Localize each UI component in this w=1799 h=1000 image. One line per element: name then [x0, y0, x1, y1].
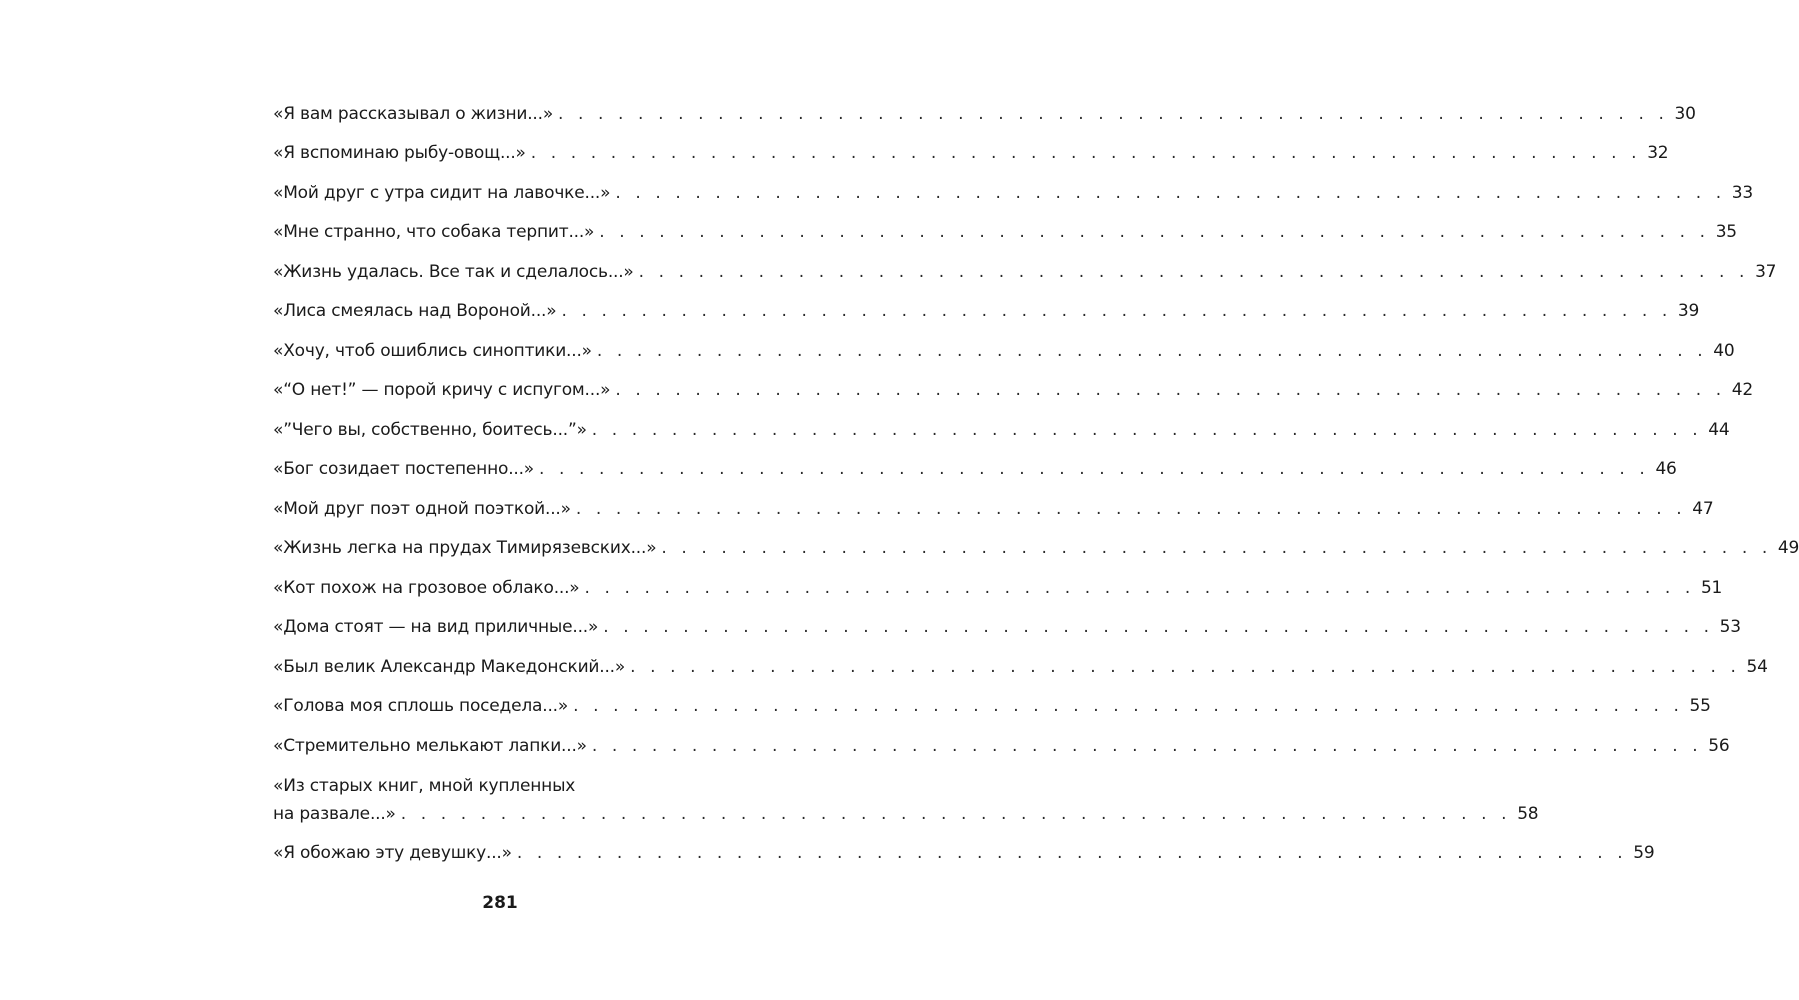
toc-entry-page: 30	[1674, 103, 1696, 124]
toc-entry	[273, 246, 1777, 286]
dot-leader: . . . . . . . . . . . . . . . . . . . . . . . . . . . . . . . . . . . . . . . . . . . . . . . . . . . . . . . .	[591, 419, 1703, 440]
toc-entry	[273, 88, 1696, 128]
toc-entry-page: 39	[1677, 301, 1700, 321]
dot-leader: . . . . . . . . . . . . . . . . . . . . . . . . . . . . . . . . . . . . . . . . . . . . . . . . . . . . . . . .	[516, 843, 1628, 863]
toc-entry-page: 33	[1731, 182, 1753, 203]
toc-entry	[273, 523, 1799, 563]
toc-entry-title: «Мой друг поэт одной поэткой...»	[273, 498, 571, 519]
dot-leader: . . . . . . . . . . . . . . . . . . . . . . . . . . . . . . . . . . . . . . . . . . . . . . . . . . . . . . . .	[603, 617, 1714, 637]
toc-entry-page: 56	[1708, 735, 1730, 756]
toc-entry-page: 40	[1713, 340, 1735, 361]
toc-entry-title: «Был велик Александр Македонский...»	[273, 656, 626, 677]
toc-entry-title: «Стремительно мелькают лапки...»	[273, 735, 587, 756]
toc-entry	[273, 286, 1700, 326]
toc-entry-page: 42	[1731, 380, 1754, 400]
dot-leader: . . . . . . . . . . . . . . . . . . . . . . . . . . . . . . . . . . . . . . . . . . . . . . . . . . . . . . . .	[596, 340, 1708, 361]
toc-entry-title: «Я вам рассказывал о жизни...»	[273, 103, 554, 124]
toc-entry-page: 32	[1647, 143, 1669, 163]
toc-entry	[273, 602, 1741, 642]
toc-entry	[273, 365, 1754, 405]
toc-entry	[273, 828, 1655, 868]
toc-entry-title: «Жизнь удалась. Все так и сделалось...»	[273, 261, 634, 282]
toc-entry-page: 59	[1633, 843, 1655, 863]
toc-entry	[273, 404, 1730, 444]
dot-leader: . . . . . . . . . . . . . . . . . . . . . . . . . . . . . . . . . . . . . . . . . . . . . . . . . . . . . . . .	[539, 459, 1650, 479]
toc-entry-page: 44	[1708, 419, 1730, 440]
toc-entry-page: 35	[1715, 222, 1737, 242]
dot-leader: . . . . . . . . . . . . . . . . . . . . . . . . . . . . . . . . . . . . . . . . . . . . . . . . . . . . . . . .	[584, 577, 1695, 598]
dot-leader: . . . . . . . . . . . . . . . . . . . . . . . . . . . . . . . . . . . . . . . . . . . . . . . . . . . . . . . .	[573, 696, 1684, 716]
toc-entry-last-line	[273, 800, 1539, 828]
dot-leader: . . . . . . . . . . . . . . . . . . . . . . . . . . . . . . . . . . . . . . . . . . . . . . . . . . . . . . . .	[400, 803, 1512, 824]
toc-entry-page: 51	[1700, 577, 1723, 598]
toc-entry	[273, 681, 1711, 721]
toc-entry	[273, 562, 1723, 602]
toc-entry	[273, 128, 1669, 168]
toc-entry-title: «Я обожаю эту девушку...»	[273, 843, 512, 863]
toc-entry-page: 53	[1719, 617, 1741, 637]
toc-entry-title: «Голова моя сплошь поседела...»	[273, 696, 569, 716]
toc-entry	[273, 207, 1737, 247]
dot-leader: . . . . . . . . . . . . . . . . . . . . . . . . . . . . . . . . . . . . . . . . . . . . . . . . . . . . . . . .	[575, 498, 1687, 519]
toc-entry-title: «Кот похож на грозовое облако...»	[273, 577, 580, 598]
toc-entry-title: «Дома стоят — на вид приличные...»	[273, 617, 599, 637]
toc-entry-title: «Хочу, чтоб ошиблись синоптики...»	[273, 340, 592, 361]
dot-leader: . . . . . . . . . . . . . . . . . . . . . . . . . . . . . . . . . . . . . . . . . . . . . . . . . . . . . . . .	[561, 301, 1672, 321]
toc-entry-title: «Жизнь легка на прудах Тимирязевских...»	[273, 538, 657, 558]
dot-leader: . . . . . . . . . . . . . . . . . . . . . . . . . . . . . . . . . . . . . . . . . . . . . . . . . . . . . . . .	[638, 261, 1750, 282]
toc-entry-title: «Бог созидает постепенно...»	[273, 459, 535, 479]
toc-entry-title: «Лиса смеялась над Вороной...»	[273, 301, 557, 321]
dot-leader: . . . . . . . . . . . . . . . . . . . . . . . . . . . . . . . . . . . . . . . . . . . . . . . . . . . . . . . .	[591, 735, 1703, 756]
toc-entry	[273, 641, 1768, 681]
toc-entry-page: 58	[1517, 803, 1539, 824]
toc-entry-title: «Мне странно, что собака терпит...»	[273, 222, 595, 242]
toc-entry	[273, 483, 1714, 523]
table-of-contents	[273, 88, 1799, 867]
dot-leader: . . . . . . . . . . . . . . . . . . . . . . . . . . . . . . . . . . . . . . . . . . . . . . . . . . . . . . . .	[661, 538, 1772, 558]
toc-entry-page: 37	[1755, 261, 1777, 282]
toc-entry	[273, 720, 1730, 760]
toc-entry-page: 55	[1689, 696, 1711, 716]
toc-entry-title-line-1: «Из старых книг, мной купленных	[273, 775, 576, 796]
toc-entry-title: «“О нет!” — порой кричу с испугом...»	[273, 380, 611, 400]
toc-entry-title: «Я вспоминаю рыбу-овощ...»	[273, 143, 526, 163]
toc-entry	[273, 760, 1539, 828]
toc-entry-title: «”Чего вы, собственно, боитесь...”»	[273, 419, 587, 440]
toc-entry-title-line-2: на развале...»	[273, 803, 396, 824]
dot-leader: . . . . . . . . . . . . . . . . . . . . . . . . . . . . . . . . . . . . . . . . . . . . . . . . . . . . . . . .	[630, 656, 1741, 677]
toc-entry	[273, 325, 1735, 365]
dot-leader: . . . . . . . . . . . . . . . . . . . . . . . . . . . . . . . . . . . . . . . . . . . . . . . . . . . . . . . .	[615, 380, 1726, 400]
toc-entry	[273, 167, 1753, 207]
toc-entry-page: 46	[1655, 459, 1677, 479]
toc-entry-page: 47	[1692, 498, 1714, 519]
toc-entry-title: «Мой друг с утра сидит на лавочке...»	[273, 182, 611, 203]
toc-entry-page: 54	[1746, 656, 1768, 677]
dot-leader: . . . . . . . . . . . . . . . . . . . . . . . . . . . . . . . . . . . . . . . . . . . . . . . . . . . . . . . .	[615, 182, 1726, 203]
dot-leader: . . . . . . . . . . . . . . . . . . . . . . . . . . . . . . . . . . . . . . . . . . . . . . . . . . . . . . . .	[558, 103, 1669, 124]
dot-leader: . . . . . . . . . . . . . . . . . . . . . . . . . . . . . . . . . . . . . . . . . . . . . . . . . . . . . . . .	[599, 222, 1710, 242]
dot-leader: . . . . . . . . . . . . . . . . . . . . . . . . . . . . . . . . . . . . . . . . . . . . . . . . . . . . . . . .	[530, 143, 1642, 163]
page-number: 281	[482, 893, 518, 913]
toc-entry	[273, 444, 1677, 484]
toc-entry-page: 49	[1777, 538, 1799, 558]
